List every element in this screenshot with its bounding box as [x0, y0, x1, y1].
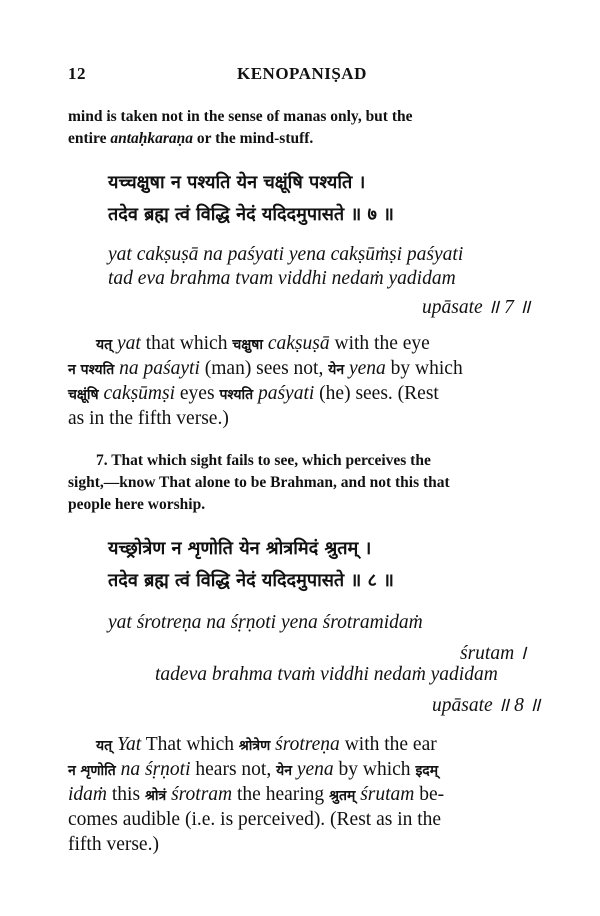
gloss7-line-2: न पश्यति na paśayti (man) sees not, येन yena by which [68, 358, 463, 379]
verse8-devanagari-1: यच्छ्रोत्रेण न शृणोति येन श्रोत्रमिदं श्रुतम् । [108, 538, 372, 559]
translation7-line-2: sight,—know That alone to be Brahman, and not this that [68, 474, 450, 491]
intro-line-2: entire antaḥkaraṇa or the mind-stuff. [68, 130, 314, 147]
gloss8-line-5: fifth verse.) [68, 834, 159, 855]
verse8-translit-2: śrutam । [460, 643, 527, 664]
gloss7-line-1: यत् yat that which चक्षुषा cakṣuṣā with the eye [96, 333, 430, 354]
verse8-translit-3: tadeva brahma tvaṁ viddhi nedaṁ yadidam [155, 664, 498, 685]
verse7-translit-1: yat cakṣuṣā na paśyati yena cakṣūṁṣi paśyati [108, 244, 464, 265]
translation7-line-1: 7. That which sight fails to see, which perceives the [96, 452, 431, 469]
verse7-devanagari-2: तदेव ब्रह्म त्वं विद्धि नेदं यदिदमुपासते ॥ ७ ॥ [108, 204, 394, 225]
gloss7-line-4: as in the fifth verse.) [68, 408, 229, 429]
verse8-devanagari-2: तदेव ब्रह्म त्वं विद्धि नेदं यदिदमुपासते ॥ ८ ॥ [108, 570, 394, 591]
verse7-translit-2: tad eva brahma tvam viddhi nedaṁ yadidam [108, 268, 456, 289]
gloss7-line-3: चक्षूंषि cakṣūmṣi eyes पश्यति paśyati (he) sees. (Rest [68, 383, 439, 404]
verse8-translit-1: yat śrotreṇa na śṛṇoti yena śrotramidaṁ [108, 612, 423, 633]
verse7-translit-3: upāsate ॥ 7 ॥ [422, 297, 531, 318]
verse7-devanagari-1: यच्चक्षुषा न पश्यति येन चक्षूंषि पश्यति । [108, 172, 366, 193]
gloss8-line-2: न शृणोति na śṛṇoti hears not, येन yena by which इदम् [68, 759, 439, 780]
gloss8-line-4: comes audible (i.e. is perceived). (Rest as in the [68, 809, 442, 830]
gloss8-line-3: idaṁ this श्रोत्रं śrotram the hearing श्रुतम् śrutam be- [68, 784, 445, 805]
running-title: KENOPANIṢAD [237, 64, 367, 83]
page-number: 12 [68, 64, 86, 83]
translation7-line-3: people here worship. [68, 496, 206, 513]
gloss8-line-1: यत् Yat That which श्रोत्रेण śrotreṇa with the ear [96, 734, 437, 755]
intro-line-1: mind is taken not in the sense of manas only, but the [68, 108, 413, 125]
verse8-translit-4: upāsate ॥ 8 ॥ [432, 695, 541, 716]
